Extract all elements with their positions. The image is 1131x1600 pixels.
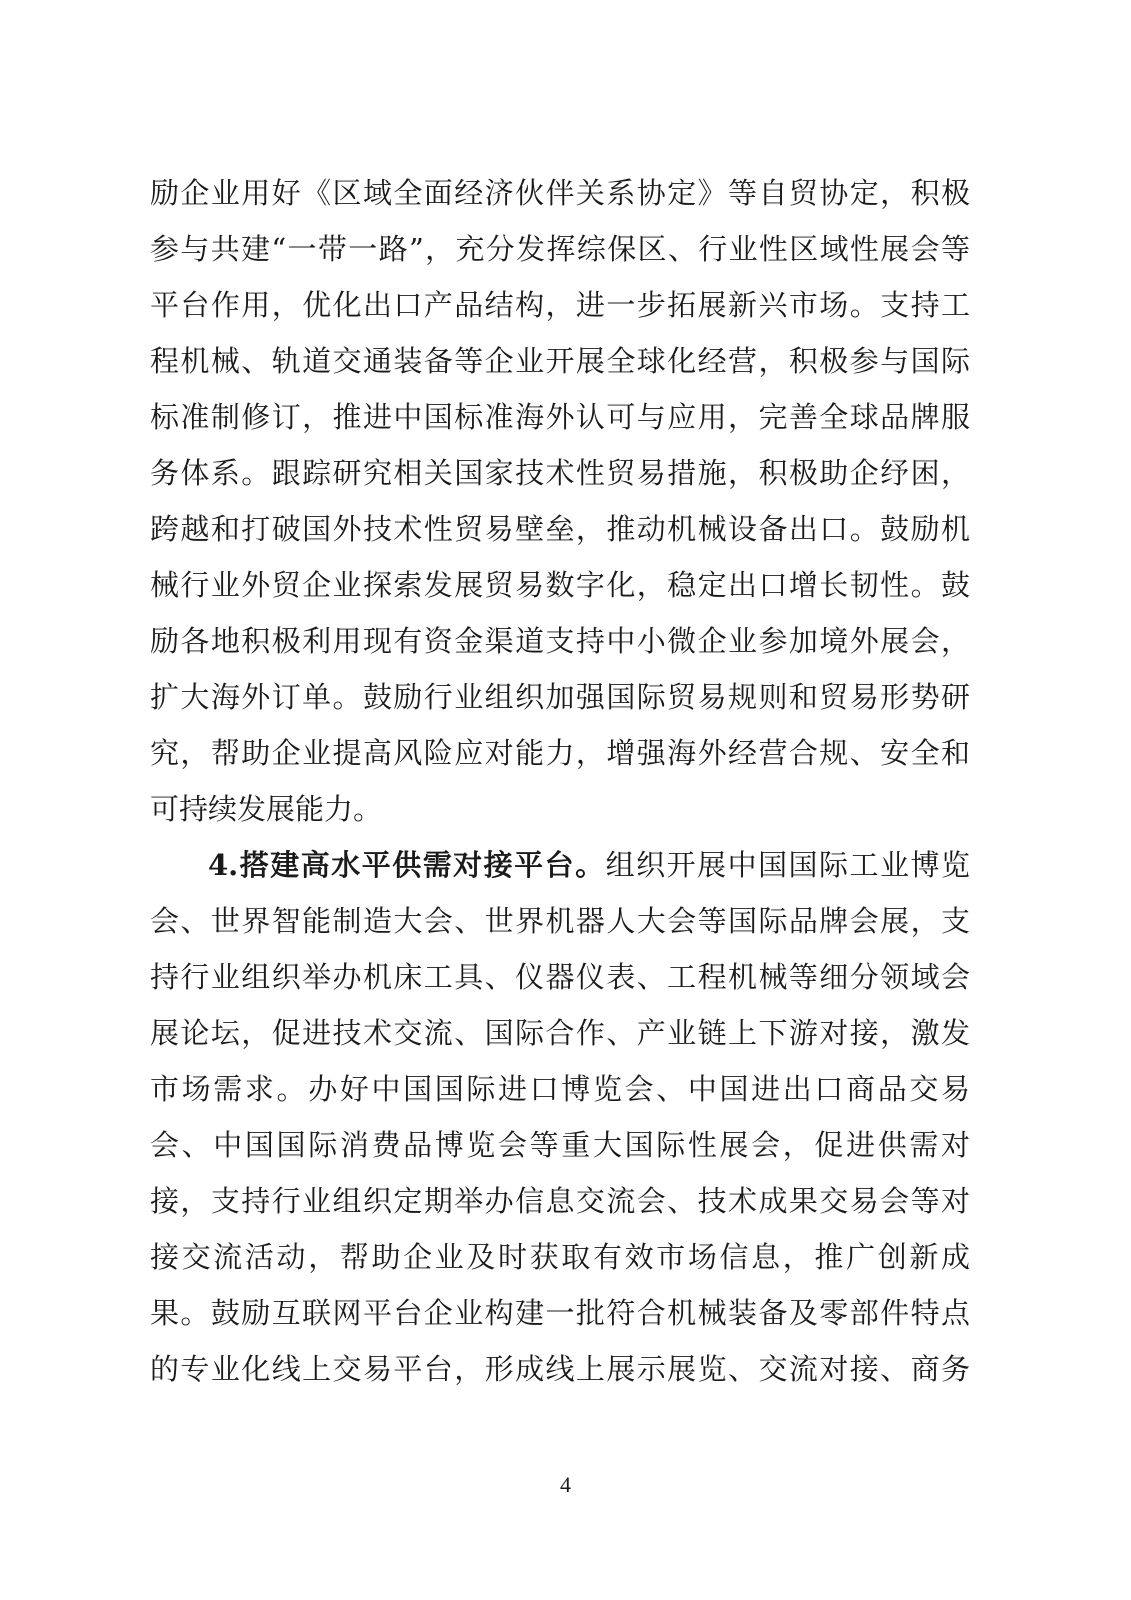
text-line: 接交流活动，帮助企业及时获取有效市场信息，推广创新成 [150,1240,970,1274]
text-line: 果。鼓励互联网平台企业构建一批符合机械装备及零部件特点 [150,1296,970,1330]
text-line: 参与共建“一带一路”，充分发挥综保区、行业性区域性展会等 [150,232,970,266]
text-line: 接，支持行业组织定期举办信息交流会、技术成果交易会等对 [150,1184,970,1218]
text-line: 会、中国国际消费品博览会等重大国际性展会，促进供需对 [150,1128,970,1162]
text-line: 的专业化线上交易平台，形成线上展示展览、交流对接、商务 [150,1352,970,1386]
text-line: 市场需求。办好中国国际进口博览会、中国进出口商品交易 [150,1072,970,1106]
text-line: 扩大海外订单。鼓励行业组织加强国际贸易规则和贸易形势研 [150,680,970,714]
section-heading: 4.搭建高水平供需对接平台。 [208,848,606,882]
text-line: 持行业组织举办机床工具、仪器仪表、工程机械等细分领域会 [150,960,970,994]
text-line: 励各地积极利用现有资金渠道支持中小微企业参加境外展会， [150,624,970,658]
text-line: 可持续发展能力。 [150,792,383,826]
text-line: 平台作用，优化出口产品结构，进一步拓展新兴市场。支持工 [150,288,970,322]
text-line: 械行业外贸企业探索发展贸易数字化，稳定出口增长韧性。鼓 [150,568,970,602]
text-line: 务体系。跟踪研究相关国家技术性贸易措施，积极助企纾困， [150,456,970,490]
text-line: 励企业用好《区域全面经济伙伴关系协定》等自贸协定，积极 [150,176,970,210]
text-line: 标准制修订，推进中国标准海外认可与应用，完善全球品牌服 [150,400,970,434]
text-line: 程机械、轨道交通装备等企业开展全球化经营，积极参与国际 [150,344,970,378]
text-line: 会、世界智能制造大会、世界机器人大会等国际品牌会展，支 [150,904,970,938]
text-line: 究，帮助企业提高风险应对能力，增强海外经营合规、安全和 [150,736,970,770]
text-run: 组织开展中国国际工业博览 [605,848,970,882]
page-number: 4 [560,1472,571,1497]
text-line: 展论坛，促进技术交流、国际合作、产业链上下游对接，激发 [150,1016,970,1050]
text-line: 跨越和打破国外技术性贸易壁垒，推动机械设备出口。鼓励机 [150,512,970,546]
section-heading-line [208,845,970,885]
